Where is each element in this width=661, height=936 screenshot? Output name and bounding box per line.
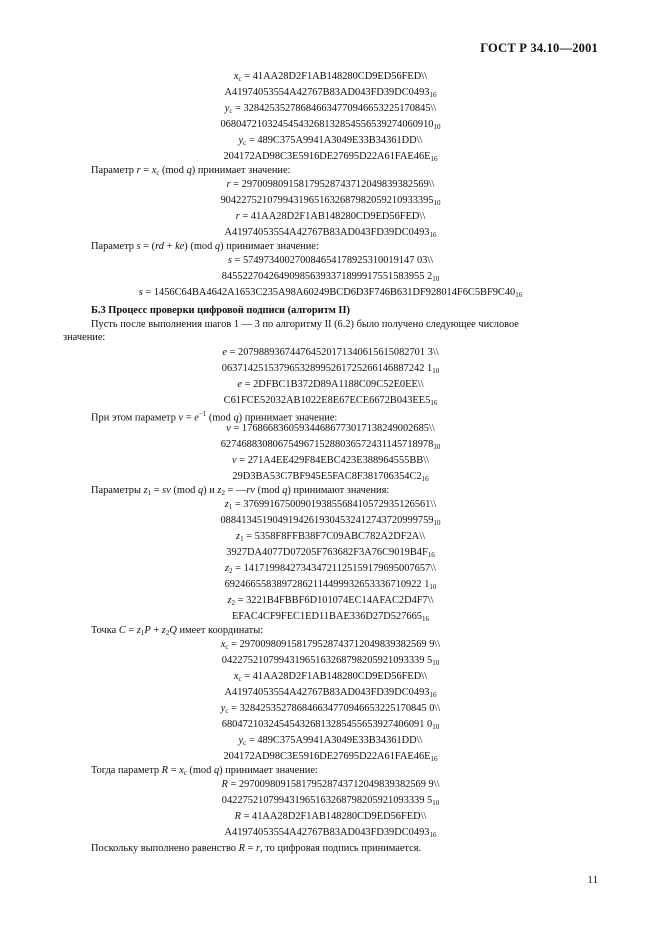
e-dec-line-2: 063714251537965328995261725266146887242 $1_{10}$ bbox=[221, 363, 440, 375]
r-dec-line-1: r = 297009809158179528743712049839382569\\ bbox=[226, 179, 435, 190]
yc-dec-line-1: $y_c$ = 328425352786846634770946653225170845\\ bbox=[224, 103, 437, 115]
e-dec-line-1: e = 207988936744764520171340615615082701 3\\ bbox=[222, 347, 439, 358]
section-b3-title: Б.3 Процесс проверки цифровой подписи (алгоритм II) bbox=[91, 305, 350, 316]
yc-dec-line-2: $06804721032454543268132854556539274060910_{10}$ bbox=[220, 119, 441, 131]
yc-hex-line-2: $204172AD98C3E5916DE27695D22A61FAE46E_{16}$ bbox=[223, 151, 438, 163]
cy-dec-line-2: 680472103245454326813285455653927406091 $0_{10}$ bbox=[221, 719, 440, 731]
cy-dec-line-1: $y_c = 328425352786846634770946653225170845$ 0\\ bbox=[220, 703, 441, 715]
param-z-intro: Параметры $z_1$ = sv (mod q) и $z_2$ = —rv (mod q) принимают значения: bbox=[91, 485, 390, 497]
cx-hex-line-1: $x_c$ = 41AA28D2F1AB148280CD9ED56FED\\ bbox=[233, 671, 428, 683]
cx-dec-line-2: 042275210799431965163268798205921093339 $5_{10}$ bbox=[221, 655, 440, 667]
z2-dec-line-2: 69246655838972862114499932653336710922 $1_{10}$ bbox=[224, 579, 437, 591]
cx-hex-line-2: $A41974053554A42767B83AD043FD39DC0493_{16}$ bbox=[224, 687, 437, 699]
s-dec-line-1: s = 574973400270084654178925310019147 03\\ bbox=[227, 255, 434, 266]
r-hex-line-2: $A41974053554A42767B83AD043FD39DC0493_{16}$ bbox=[224, 227, 437, 239]
section-b3-para-line-1: Пусть после выполнения шагов 1 — 3 по алгоритму II (6.2) было получено следующее числовое bbox=[91, 319, 519, 330]
e-hex-line-2: $C61FCE52032AB1022E8E67ECE6672B043EE5_{16}$ bbox=[223, 395, 438, 407]
R-dec-line-2: 042275210799431965163268798205921093339 $5_{10}$ bbox=[221, 795, 440, 807]
v-dec-line-1: v = 176866836059344686773017138249002685\\ bbox=[226, 423, 435, 434]
xc-hex-line-1: $x_c$ = 41AA28D2F1AB148280CD9ED56FED\\ bbox=[233, 71, 428, 83]
R-hex-line-2: $A41974053554A42767B83AD043FD39DC0493_{16}$ bbox=[224, 827, 437, 839]
z1-hex-line-2: $3927DA4077D07205F763682F3A76C9019B4F_{16}$ bbox=[226, 547, 435, 559]
r-hex-line-1: r = 41AA28D2F1AB148280CD9ED56FED\\ bbox=[235, 211, 426, 222]
param-s-intro: Параметр s = (rd + ke) (mod q) принимает значение: bbox=[91, 241, 319, 252]
param-v-intro: При этом параметр $v = e^{-1}$ (mod q) принимает значение: bbox=[91, 410, 338, 424]
v-hex-line-1: v = 271A4EE429F84EBC423E388964555BB\\ bbox=[232, 455, 429, 466]
s-hex-line: $s = 1456C64BA4642A1653C235A98A60249BCD6D3F746B631DF928014F6C5BF9C40_{16}$ bbox=[138, 287, 523, 299]
r-dec-line-2: $90422752107994319651632687982059210933395_{10}$ bbox=[220, 195, 441, 207]
point-c-intro: Точка $C = z_1P + z_2Q$ имеет координаты: bbox=[91, 625, 264, 637]
s-dec-line-2: 845522704264909856393371899917551583955 $2_{10}$ bbox=[221, 271, 440, 283]
param-r-intro: Параметр $r = x_c$ (mod q) принимает значение: bbox=[91, 165, 291, 177]
conclusion-text: Поскольку выполнено равенство R = r, то цифровая подпись принимается. bbox=[91, 843, 422, 854]
param-R-intro: Тогда параметр $R = x_c$ (mod q) принимает значение: bbox=[91, 765, 318, 777]
z2-hex-line-2: $EFAC4CF9FEC1ED11BAE336D27D527665_{16}$ bbox=[232, 611, 429, 623]
z1-dec-line-2: $08841345190491942619304532412743720999759_{10}$ bbox=[220, 515, 441, 527]
R-hex-line-1: R = 41AA28D2F1AB148280CD9ED56FED\\ bbox=[234, 811, 427, 822]
page-number: 11 bbox=[587, 874, 598, 886]
cx-dec-line-1: $x_c = 297009809158179528743712049839382569$ 9\\ bbox=[220, 639, 441, 651]
z2-hex-line-1: $z_2$ = 3221B4FBBF6D101074EC14AFAC2D4F7\\ bbox=[227, 595, 434, 607]
cy-hex-line-2: $204172AD98C3E5916DE27695D22A61FAE46E_{16}$ bbox=[223, 751, 438, 763]
v-dec-line-2: $62746883080675496715288036572431145718978_{10}$ bbox=[220, 439, 441, 451]
xc-hex-line-2: $A41974053554A42767B83AD043FD39DC0493_{16}$ bbox=[224, 87, 437, 99]
page-header-title: ГОСТ Р 34.10—2001 bbox=[480, 41, 598, 55]
z2-dec-line-1: $z_2$ = 141719984273434721125159179695007657\\ bbox=[224, 563, 437, 575]
R-dec-line-1: R = 297009809158179528743712049839382569 9\\ bbox=[221, 779, 440, 790]
section-b3-para-line-2: значение: bbox=[63, 332, 106, 343]
z1-hex-line-1: $z_1$ = 5358F8FFB38F7C09ABC782A2DF2A\\ bbox=[236, 531, 425, 543]
yc-hex-line-1: $y_c$ = 489C375A9941A3049E33B34361DD\\ bbox=[238, 135, 423, 147]
z1-dec-line-1: $z_1$ = 376991675009019385568410572935126561\\ bbox=[224, 499, 437, 511]
e-hex-line-1: e = 2DFBC1B372D89A1188C09C52E0EE\\ bbox=[237, 379, 424, 390]
cy-hex-line-1: $y_c$ = 489C375A9941A3049E33B34361DD\\ bbox=[238, 735, 423, 747]
v-hex-line-2: $29D3BA53C7BF945E5FAC8F381706354C2_{16}$ bbox=[232, 471, 429, 483]
